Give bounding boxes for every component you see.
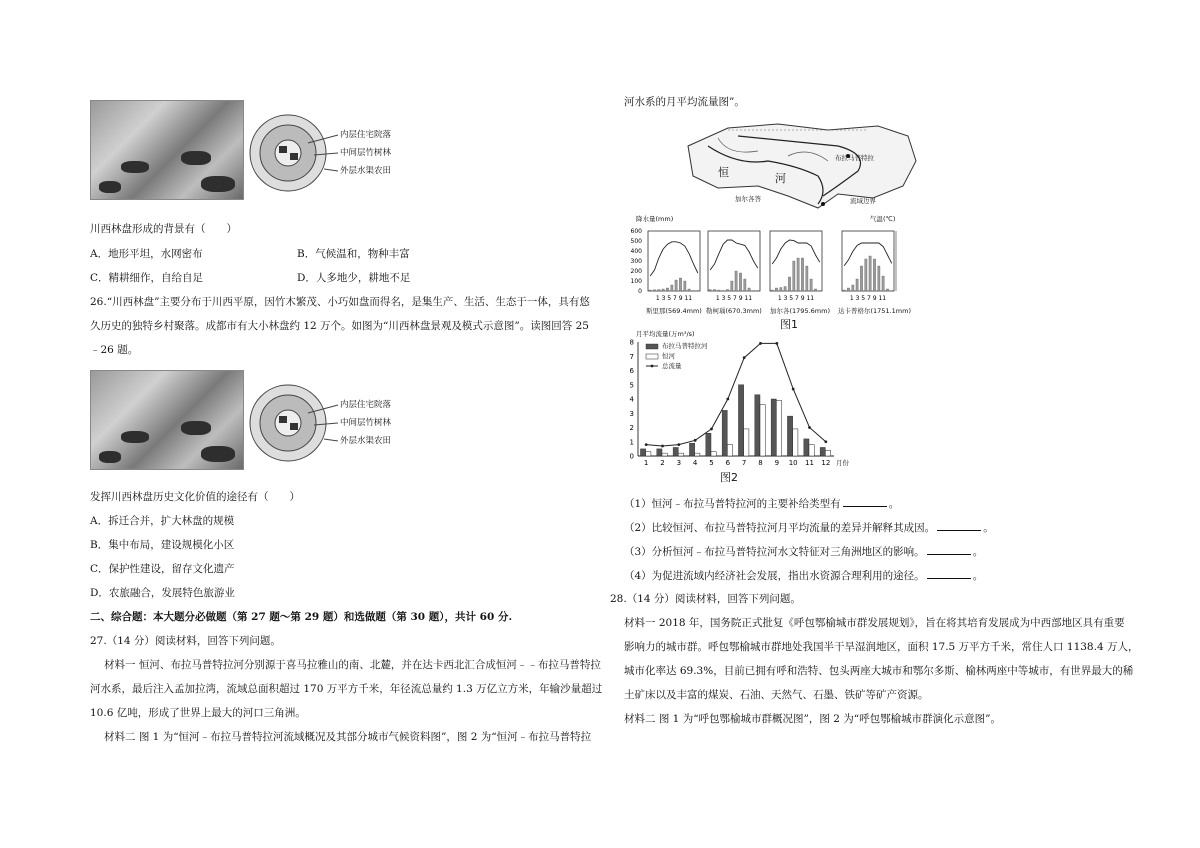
fig1-precip-bar [679,278,681,291]
fig2-y-tick: 1 [629,438,634,447]
map-label-boundary: 流域边界 [850,197,876,205]
fig1-precip-bar [739,273,741,291]
fig1-precip-bar [744,279,746,291]
fig2-brahma-bar [820,447,825,456]
q26-option-b: B．集中布局，建设规模化小区 [90,539,235,551]
answer-blank-1[interactable] [843,496,887,507]
fig1-precip-bar [806,266,808,291]
label-outer-layer: 外层水渠农田 [340,166,392,176]
fig2-x-tick: 3 [676,459,682,467]
fig2-brahma-bar [771,399,776,456]
fig2-ganges-bar [825,450,830,456]
fig2-x-tick: 7 [741,459,747,467]
fig1-panel-frame [842,231,894,291]
fig1-precip-bar [731,281,733,291]
fig1-precip-bar [860,266,862,291]
fig1-precip-bar [873,259,875,291]
fig1-precip-bar [869,256,871,291]
fig1-y-tick: 500 [630,238,642,245]
fig1-temp-line [650,242,698,276]
fig2-ganges-bar [760,405,765,456]
fig1-station-1: 斯里那(569.4mm) [646,307,702,315]
fig1-precip-bar [882,276,884,291]
fig1-precip-bar [697,291,699,292]
right-top-line: 河水系的月平均流量图”。 [624,96,745,108]
fig2-brahma-bar [804,439,809,456]
q28-material2: 材料二 图 1 为“呼包鄂榆城市群概况图”，图 2 为“呼包鄂榆城市群演化示意图”。 [624,713,1002,725]
fig1-precip-bar [784,287,786,292]
fig1-y-tick: 300 [630,258,642,265]
forest-photo-top [90,100,244,200]
fig1-precip-bar [856,279,858,291]
label-outer-layer-2: 外层水渠农田 [340,436,392,446]
q27-sub1-text: （1）恒河﹣布拉马普特拉河的主要补给类型有 [624,498,841,510]
fig2-brahma-bar [722,410,727,456]
fig2-ganges-bar [776,400,781,456]
fig2-brahma-bar [787,416,792,456]
q27-sub2-text: （2）比较恒河、布拉马普特拉河月平均流量的差异并解释其成因。 [624,522,936,534]
fig2-legend-1: 布拉马普特拉河 [662,342,708,350]
q25-stem: 川西林盘形成的背景有（ ） [90,223,237,235]
map-label-brahmaputra: 布拉马普特拉 [835,154,874,162]
label-inner-layer: 内层住宅院落 [340,130,392,140]
fig1-y-tick: 600 [630,228,642,235]
fig2-y-tick: 6 [629,367,634,375]
fig1-station-2: 勒柯瑙(670.3mm) [706,307,762,315]
q28-heading: 28.（14 分）阅读材料，回答下列问题。 [610,593,801,605]
fig2-x-tick: 8 [758,459,763,467]
fig1-precip-bar [801,258,803,291]
fig2-brahma-bar [706,433,711,456]
fig1-panel-frame [770,231,822,291]
fig1-precip-bar [793,261,795,291]
fig2-ganges-bar [662,453,667,456]
fig2-legend-2: 恒河 [662,352,675,360]
fig1-precip-bar [780,288,782,292]
fig1-station-3: 加尔各(1795.6mm) [770,307,830,315]
fig1-precip-bar [878,266,880,291]
map-label-he: 河 [775,172,786,185]
q25-option-a: A．地形平坦，水网密布 [90,248,203,260]
fig2-ganges-bar [695,453,700,456]
flow-chart [622,338,842,473]
fig1-precip-bar [666,288,668,291]
q25-option-b: B．气候温和，物种丰富 [297,248,410,260]
fig1-precip-bar [891,291,893,292]
fig1-precip-bar [662,289,664,291]
fig1-precip-bar [852,285,854,291]
fig1-precip-bar [658,290,660,292]
q27-sub3: （3）分析恒河﹣布拉马普特拉河水文特征对三角洲地区的影响。 。 [624,546,984,558]
fig1-precip-bar [865,259,867,291]
fig1-precip-bar [671,285,673,291]
forest-photo-bottom [90,370,244,470]
fig2-y-tick: 0 [629,452,634,461]
fig2-brahma-bar [640,449,645,456]
fig1-precip-bar [675,280,677,291]
fig2-ganges-bar [646,452,651,456]
fig1-y-tick: 400 [630,248,642,255]
fig1-x-ticks: 1 3 5 7 9 11 [777,295,815,302]
fig2-ganges-bar [711,452,716,456]
fig1-precip-bar [718,290,720,291]
q27-sub2: （2）比较恒河、布拉马普特拉河月平均流量的差异并解释其成因。 。 [624,522,994,534]
answer-blank-2[interactable] [937,520,981,531]
fig1-precip-bar [688,289,690,291]
fig1-precip-bar [814,289,816,291]
q27-material2-line1: 材料二 图 1 为“恒河﹣布拉马普特拉河流域概况及其部分城市气候资料图”，图 2 为“恒河﹣布拉马普特拉 [104,731,592,743]
fig1-precip-bar [722,291,724,292]
fig2-legend-swatch-brahma [646,344,658,349]
fig2-ganges-bar [809,445,814,456]
q25-option-c: C．精耕细作，自给自足 [90,272,204,284]
q25-option-d: D．人多地少，耕地不足 [297,272,411,284]
fig1-precip-bar [797,258,799,291]
q27-material1-line3: 10.6 亿吨，形成了世界上最大的河口三角洲。 [90,707,306,719]
map-label-kolkata: 加尔各答 [735,195,761,203]
fig1-precip-bar [735,271,737,291]
fig1-y-tick: 200 [630,268,642,275]
fig2-x-tick: 1 [643,459,649,467]
q26-stem: 发挥川西林盘历史文化价值的途径有（ ） [90,491,300,503]
fig1-y-right-label: 气温(℃) [870,215,896,223]
basin-map [668,116,928,216]
fig2-brahma-bar [738,385,743,456]
forest-pattern-diagram-top [248,113,418,193]
fig2-x-tick: 10 [788,459,798,467]
q28-material1-line4: 土矿床以及丰富的煤炭、石油、天然气、石墨、铁矿等矿产资源。 [624,689,929,701]
forest-pattern-diagram-bottom [248,383,418,463]
label-inner-layer-2: 内层住宅院落 [340,400,392,410]
fig1-y-tick: 100 [630,278,642,285]
fig1-temp-line [844,243,892,266]
q27-sub4: （4）为促进流域内经济社会发展，指出水资源合理利用的途径。 。 [624,570,984,582]
fig2-y-tick: 2 [629,424,634,432]
fig1-precip-bar [692,291,694,292]
answer-blank-4[interactable] [927,568,971,579]
q26-intro-line-1: 26.“川西林盘”主要分布于川西平原，因竹木繁茂、小巧如盘而得名，是集生产、生活、生态于一体，具有悠 [90,296,590,308]
fig1-precip-bar [886,289,888,291]
fig1-precip-bar [726,290,728,292]
fig1-temp-line [772,240,820,264]
fig1-caption: 图1 [780,318,798,331]
q28-material1-line1: 材料一 2018 年，国务院正式批复《呼包鄂榆城市群发展规划》，旨在将其培育发展成为中西部地区具有重要 [624,617,1125,629]
fig1-precip-bar [771,290,773,291]
q27-sub3-text: （3）分析恒河﹣布拉马普特拉河水文特征对三角洲地区的影响。 [624,546,925,558]
fig2-brahma-bar [755,395,760,456]
answer-blank-3[interactable] [927,544,971,555]
q26-intro-line-2: 久历史的独特乡村聚落。成都市有大小林盘约 12 万个。如图为“川西林盘景观及模式示意图”。读图回答 25 [90,320,589,332]
fig1-precip-bar [843,290,845,291]
fig1-x-ticks: 1 3 5 7 9 11 [655,295,693,302]
fig2-x-label: 月份 [836,459,849,467]
fig2-brahma-bar [689,443,694,456]
map-label-heng: 恒 [718,166,729,179]
fig2-brahma-bar [657,449,662,456]
q28-material1-line2: 影响力的城市群。呼包鄂榆城市群地处我国半干旱湿润地区，面积 17.5 万平方千米，常住人口 1138.4 万人， [624,641,1139,653]
fig2-y-label: 月平均流量(万m³/s) [636,330,695,338]
q27-material1-line2: 河水系，最后注入孟加拉湾，流域总面积超过 170 万平方千米，年径流总量约 1.3 万亿立方米，年输沙量超过 [90,683,603,695]
q27-sub4-text: （4）为促进流域内经济社会发展，指出水资源合理利用的途径。 [624,570,925,582]
fig2-y-tick: 3 [629,409,634,418]
label-middle-layer: 中间层竹树林 [340,148,392,158]
fig2-legend-swatch-ganges [646,354,658,359]
fig1-temp-line [710,240,758,270]
label-middle-layer-2: 中间层竹树林 [340,418,392,428]
fig1-precip-bar [653,290,655,291]
fig2-ganges-bar [793,429,798,456]
fig2-legend-3: 总流量 [662,362,682,370]
section-title: 二、综合题：本大题分必做题（第 27 题～第 29 题）和选做题（第 30 题），共计 60 分. [90,611,513,623]
fig1-precip-bar [684,281,686,291]
fig1-precip-bar [810,279,812,291]
fig1-precip-bar [775,288,777,291]
fig2-ganges-bar [744,429,749,456]
fig1-precip-bar [649,290,651,291]
fig1-y-left-label: 降水量(mm) [636,215,674,223]
fig1-x-ticks: 1 3 5 7 9 11 [715,295,753,302]
fig2-x-tick: 6 [725,459,731,467]
fig2-y-tick: 4 [629,395,634,404]
fig2-x-tick: 11 [805,459,814,467]
q26-option-c: C．保护性建设，留存文化遗产 [90,563,235,575]
fig1-station-4: 达卡普格尔(1751.1mm) [838,307,911,315]
climate-chart [624,225,924,310]
fig1-precip-bar [847,288,849,291]
fig1-x-ticks: 1 3 5 7 9 11 [849,295,887,302]
fig2-x-tick: 12 [821,459,831,467]
fig2-y-tick: 8 [629,338,634,347]
fig2-legend-swatch-total-dot [651,365,654,368]
fig2-x-tick: 4 [692,459,698,467]
fig2-x-tick: 5 [709,459,714,467]
fig1-precip-bar [748,288,750,291]
q28-material1-line3: 城市化率达 69.3%，目前已拥有呼和浩特、包头两座大城市和鄂尔多斯、榆林两座中等城市，有世界最大的稀 [624,665,1134,677]
fig1-precip-bar [709,290,711,292]
q26-option-a: A．拆迁合并，扩大林盘的规模 [90,515,235,527]
q27-material1-line1: 材料一 恒河、布拉马普特拉河分别源于喜马拉雅山的南、北麓，并在达卡西北汇合成恒河﹣﹣布拉马普特拉 [104,659,601,671]
q27-sub1: （1）恒河﹣布拉马普特拉河的主要补给类型有 。 [624,498,900,510]
q26-option-d: D．农旅融合，发展特色旅游业 [90,587,235,599]
fig2-brahma-bar [673,447,678,456]
fig1-y-tick: 0 [638,288,642,295]
fig2-ganges-bar [678,453,683,456]
q26-intro-line-3: ﹣26 题。 [90,344,139,356]
fig1-precip-bar [713,290,715,292]
fig2-x-tick: 9 [774,459,780,467]
fig1-precip-bar [757,291,759,292]
fig2-x-tick: 2 [660,459,665,467]
q27-heading: 27.（14 分）阅读材料，回答下列问题。 [90,635,281,647]
fig1-precip-bar [752,291,754,292]
fig2-caption: 图2 [720,471,738,484]
fig2-y-tick: 5 [629,381,634,390]
fig1-precip-bar [819,291,821,292]
fig1-precip-bar [788,277,790,291]
fig2-ganges-bar [727,445,732,456]
fig2-y-tick: 7 [629,352,634,361]
